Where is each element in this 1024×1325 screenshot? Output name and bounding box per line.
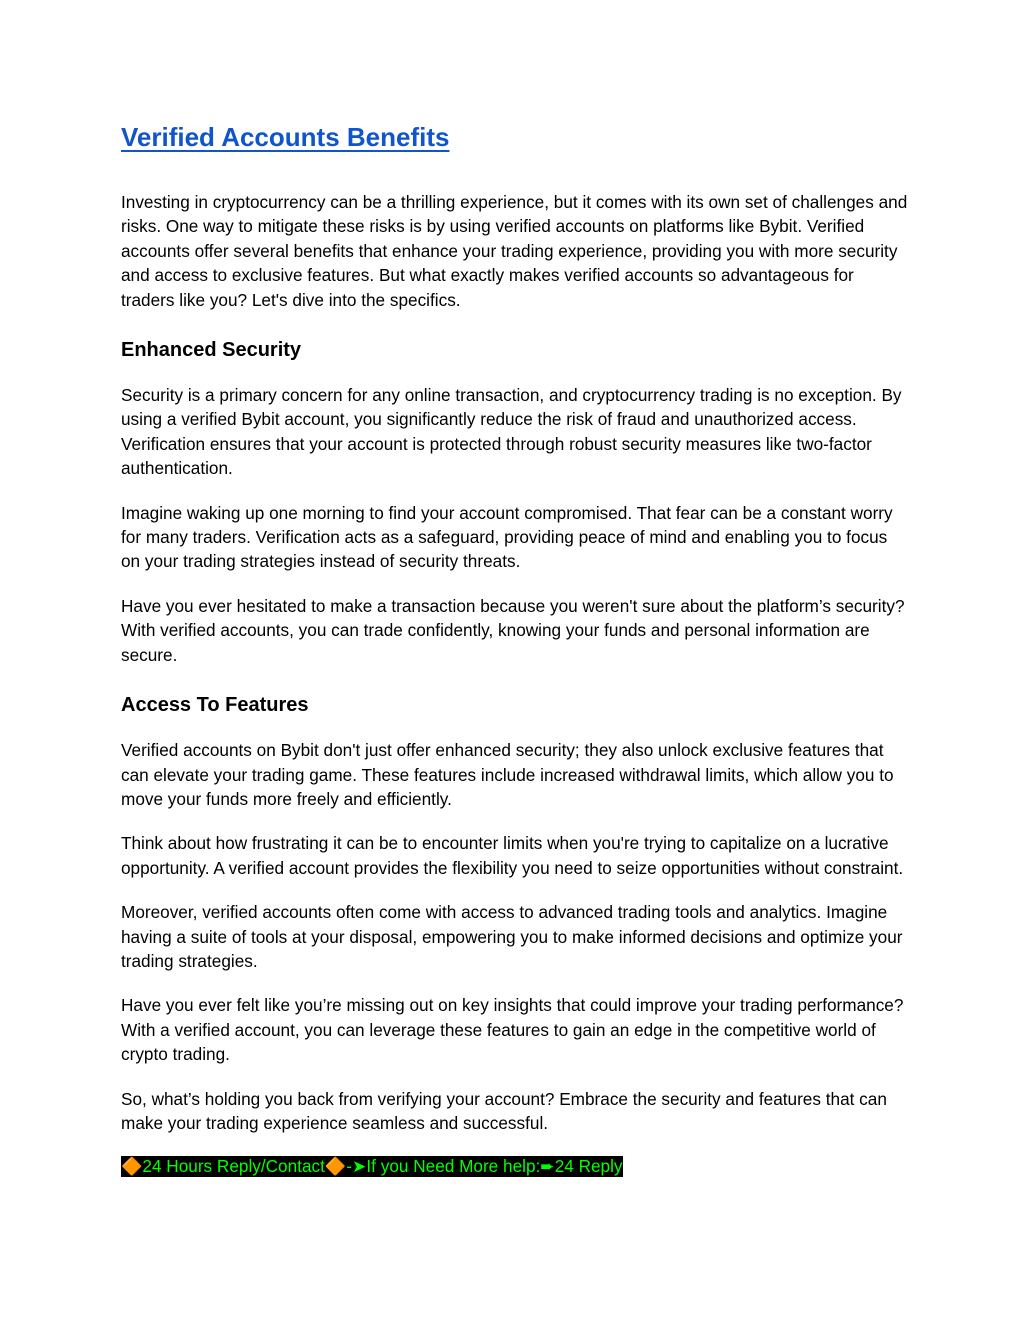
document-page [121, 120, 911, 1177]
features-paragraph-2: Think about how frustrating it can be to encounter limits when you're trying to capitalize on a lucrative opportunity. A verified account provides the flexibility you need to seize opportunities without constraint. [121, 833, 904, 878]
features-paragraph-4: Have you ever felt like you’re missing out on key insights that could improve your trading performance? With a verified account, you can leverage these features to gain an edge in the competitive world of crypto trading. [121, 995, 904, 1065]
features-paragraph-1: Verified accounts on Bybit don't just offer enhanced security; they also unlock exclusive features that can elevate your trading game. These features include increased withdrawal limits, which allow you to move your funds more freely and efficiently. [121, 740, 894, 809]
contact-highlight-line[interactable] [121, 1156, 623, 1177]
features-paragraph-3: Moreover, verified accounts often come with access to advanced trading tools and analytics. Imagine having a suite of tools at your disposal, empowering you to make informed decisions and optimize your trading strategies. [121, 902, 903, 971]
intro-paragraph: Investing in cryptocurrency can be a thrilling experience, but it comes with its own set of challenges and risks. One way to mitigate these risks is by using verified accounts on platforms like Bybit. Verified accounts offer several benefits that enhance your trading experience, providing you with more security and access to exclusive features. But what exactly makes verified accounts so advantageous for traders like you? Let's dive into the specifics. [121, 192, 908, 310]
section-heading-enhanced-security: Enhanced Security [121, 339, 302, 362]
orange-diamond-icon: 🔶 [121, 1156, 143, 1177]
section-heading-access-to-features: Access To Features [121, 694, 309, 717]
page-title-link[interactable]: Verified Accounts Benefits [121, 122, 450, 152]
contact-line-container [121, 1156, 911, 1177]
features-paragraph-5: So, what’s holding you back from verifying your account? Embrace the security and features that can make your trading experience seamless and successful. [121, 1088, 887, 1133]
security-paragraph-2: Imagine waking up one morning to find your account compromised. That fear can be a constant worry for many traders. Verification acts as a safeguard, providing peace of mind and enabling you to focus on your trading strategies instead of security threats. [121, 502, 893, 572]
security-paragraph-3: Have you ever hesitated to make a transaction because you weren't sure about the platform’s security? With verified accounts, you can trade confidently, knowing your funds and personal information are secure. [121, 595, 905, 665]
security-paragraph-1: Security is a primary concern for any online transaction, and cryptocurrency trading is no exception. By using a verified Bybit account, you significantly reduce the risk of fraud and unauthorized access. Verification ensures that your account is protected through robust security measures like two-factor authentication. [121, 385, 902, 479]
orange-diamond-icon: 🔶 [324, 1156, 347, 1177]
contact-text-hours: 24 Hours Reply/Contact [142, 1156, 325, 1177]
contact-text-help: -➤If you Need More help:➨24 Reply [346, 1156, 623, 1177]
